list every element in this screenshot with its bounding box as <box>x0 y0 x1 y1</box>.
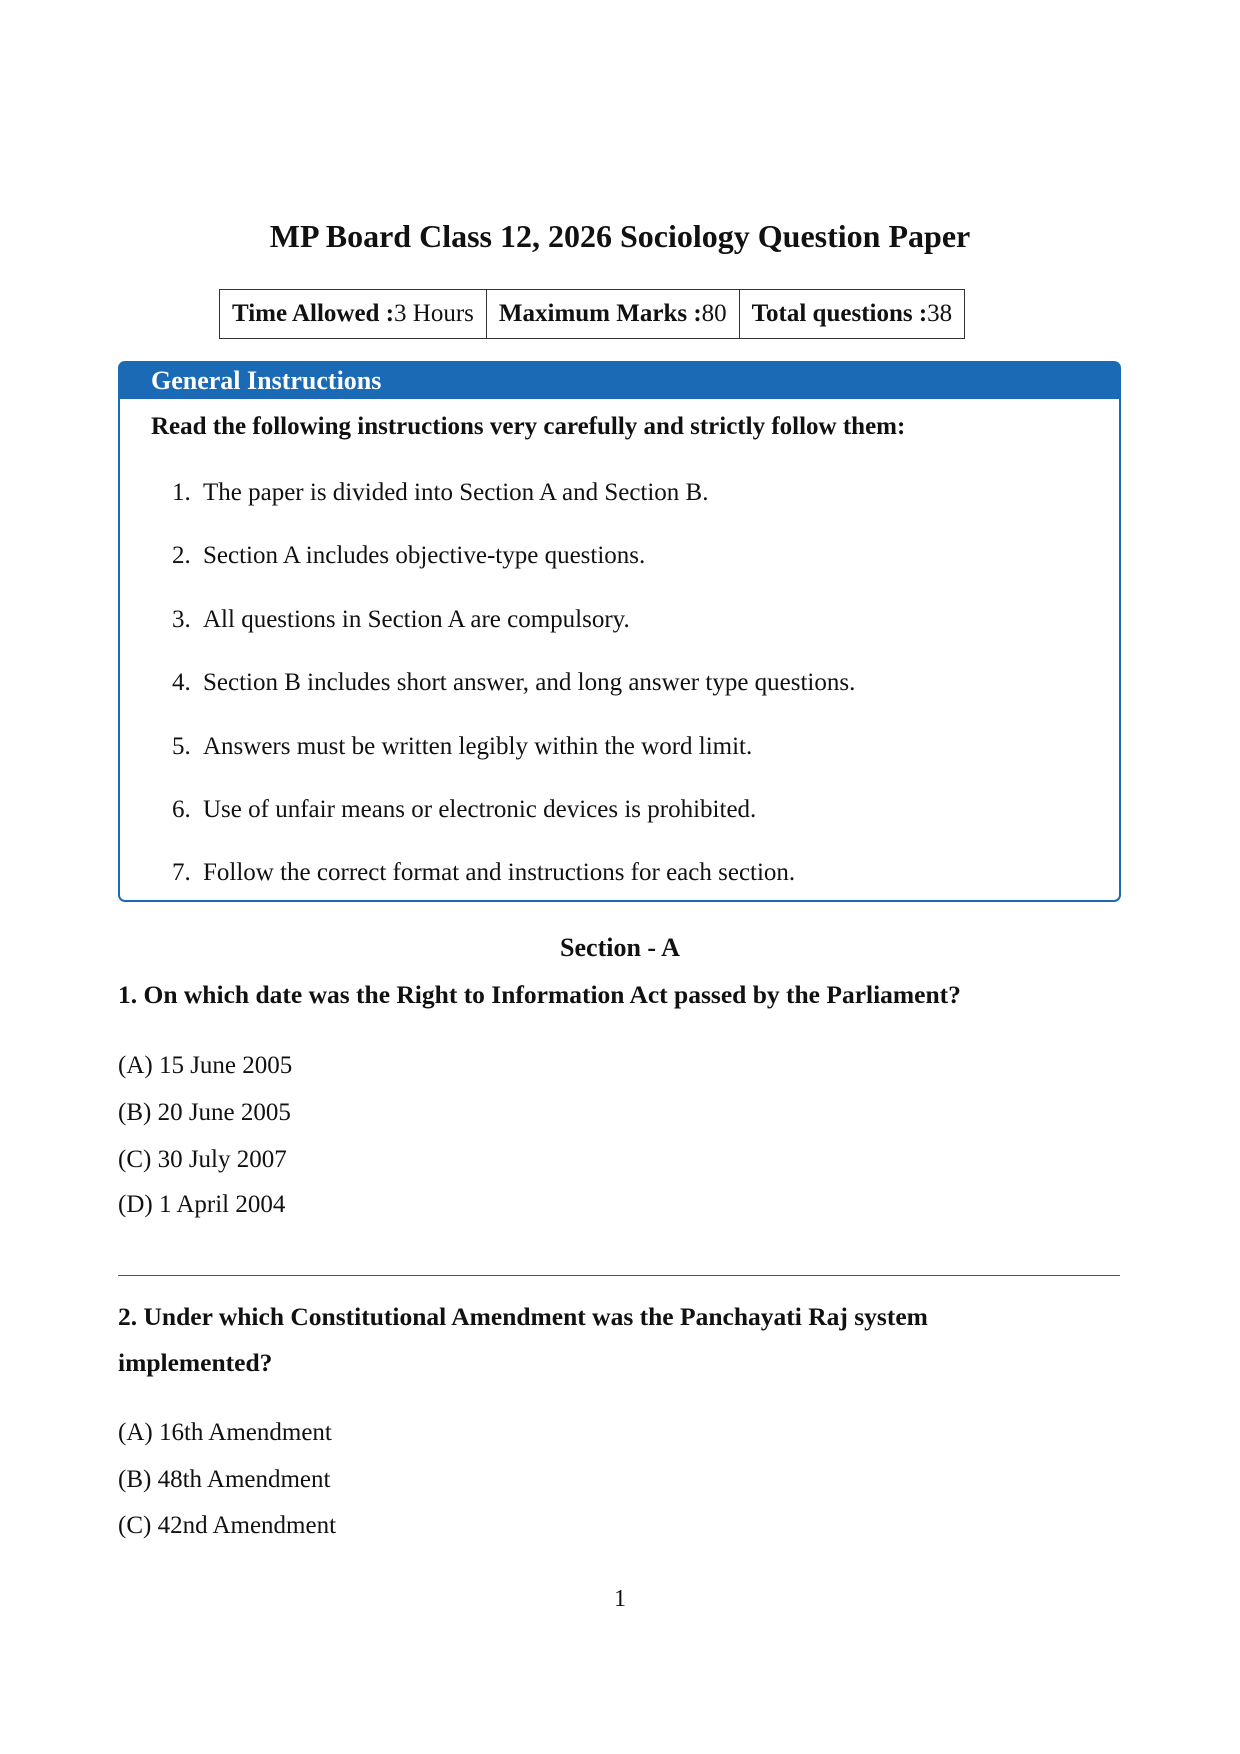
instruction-number: 5. <box>172 732 191 760</box>
instruction-number: 4. <box>172 669 191 697</box>
total-questions-cell <box>740 290 965 338</box>
instruction-text: Section A includes objective-type questions. <box>203 542 646 570</box>
question-2-option-b: (B) 48th Amendment <box>118 1466 331 1493</box>
time-allowed-value: 3 Hours <box>394 300 474 327</box>
total-questions-value: 38 <box>927 300 953 327</box>
question-2-line-2: implemented? <box>118 1348 273 1377</box>
question-1-option-d: (D) 1 April 2004 <box>118 1191 286 1218</box>
page-number: 1 <box>614 1586 626 1612</box>
instruction-text: All questions in Section A are compulsory. <box>203 605 630 633</box>
question-divider <box>118 1275 1120 1276</box>
instruction-item <box>172 479 855 542</box>
time-allowed-cell <box>220 290 487 338</box>
question-2-option-a: (A) 16th Amendment <box>118 1419 332 1446</box>
instructions-heading: General Instructions <box>120 363 1119 399</box>
instruction-text: The paper is divided into Section A and Section B. <box>203 479 709 506</box>
exam-info-table <box>219 289 965 339</box>
instruction-item <box>172 542 855 605</box>
maximum-marks-cell <box>487 290 740 338</box>
instruction-item <box>172 669 855 732</box>
instruction-item <box>172 859 855 922</box>
page-title: MP Board Class 12, 2026 Sociology Question Paper <box>269 218 971 254</box>
instructions-list <box>172 479 855 923</box>
instruction-text: Section B includes short answer, and long answer type questions. <box>203 669 856 697</box>
instruction-number: 6. <box>172 795 191 823</box>
instruction-item <box>172 796 855 859</box>
instruction-item <box>172 606 855 669</box>
instruction-item <box>172 733 855 796</box>
section-title: Section - A <box>560 933 680 962</box>
maximum-marks-value: 80 <box>701 300 727 327</box>
instruction-text: Follow the correct format and instructions for each section. <box>203 859 796 887</box>
instruction-number: 7. <box>172 859 191 887</box>
time-allowed-label: Time Allowed : <box>232 300 395 327</box>
question-1-option-b: (B) 20 June 2005 <box>118 1099 291 1126</box>
instruction-number: 2. <box>172 542 191 570</box>
instruction-text: Answers must be written legibly within the word limit. <box>203 732 753 760</box>
maximum-marks-label: Maximum Marks : <box>498 300 702 327</box>
total-questions-label: Total questions : <box>751 300 928 327</box>
question-1-option-c: (C) 30 July 2007 <box>118 1146 287 1173</box>
question-1: 1. On which date was the Right to Information Act passed by the Parliament? <box>118 980 961 1009</box>
instruction-number: 1. <box>172 479 191 506</box>
question-2-line-1: 2. Under which Constitutional Amendment was the Panchayati Raj system <box>118 1302 928 1331</box>
instruction-number: 3. <box>172 605 191 633</box>
question-2-option-c: (C) 42nd Amendment <box>118 1512 337 1539</box>
question-1-option-a: (A) 15 June 2005 <box>118 1052 293 1079</box>
instructions-lead: Read the following instructions very carefully and strictly follow them: <box>151 413 906 440</box>
instruction-text: Use of unfair means or electronic devices is prohibited. <box>203 795 757 823</box>
general-instructions-box <box>118 361 1121 902</box>
